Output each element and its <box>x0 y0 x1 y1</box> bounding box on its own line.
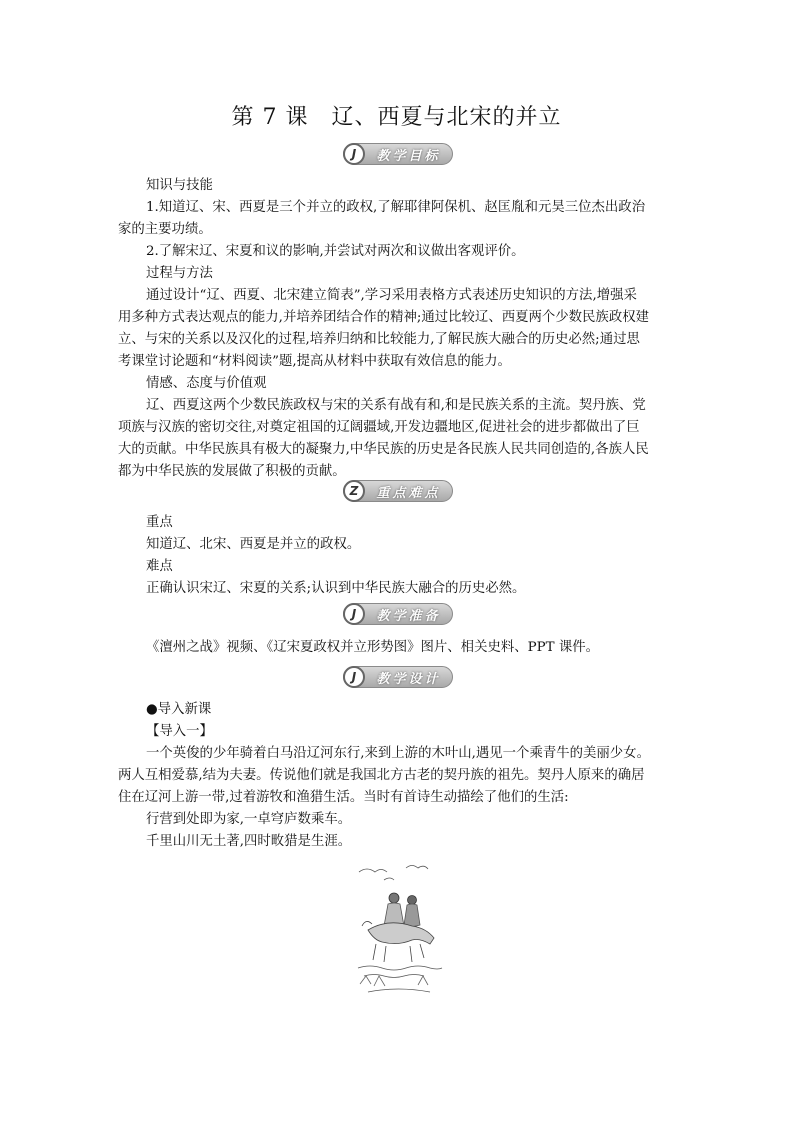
banner-letter-icon: J <box>343 666 365 688</box>
subheading-process: 过程与方法 <box>146 266 213 281</box>
page-title: 第 7 课 辽、西夏与北宋的并立 <box>231 105 562 130</box>
banner-label: 教学目标 <box>376 148 441 164</box>
paragraph-line: 1.知道辽、宋、西夏是三个并立的政权,了解耶律阿保机、赵匡胤和元昊三位杰出政治 <box>146 200 646 215</box>
paragraph-line: 都为中华民族的发展做了积极的贡献。 <box>118 464 346 479</box>
paragraph-line: 一个英俊的少年骑着白马沿辽河东行,来到上游的木叶山,遇见一个乘青牛的美丽少女。 <box>146 746 650 761</box>
subheading-key: 重点 <box>146 515 173 530</box>
paragraph-line: 项族与汉族的密切交往,对奠定祖国的辽阔疆域,开发边疆地区,促进社会的进步都做出了巨 <box>118 420 640 435</box>
paragraph-line: 《澶州之战》视频、《辽宋夏政权并立形势图》图片、相关史料、PPT 课件。 <box>146 640 600 655</box>
section-banner-design <box>343 666 453 688</box>
section-banner-goals <box>343 143 453 165</box>
khitan-ancestors-illustration <box>354 860 444 1000</box>
poem-line: 行营到处即为家,一卓穹庐数乘车。 <box>146 812 352 827</box>
paragraph-line: 住在辽河上游一带,过着游牧和渔猎生活。当时有首诗生动描绘了他们的生活: <box>118 790 569 805</box>
paragraph-line: 家的主要功绩。 <box>118 222 212 237</box>
subheading-values: 情感、态度与价值观 <box>146 376 267 391</box>
subheading-difficult: 难点 <box>146 559 173 574</box>
section-banner-preparation <box>343 603 453 625</box>
paragraph-line: 2.了解宋辽、宋夏和议的影响,并尝试对两次和议做出客观评价。 <box>146 244 525 259</box>
banner-letter-icon: J <box>343 143 365 165</box>
paragraph-line: 正确认识宋辽、宋夏的关系;认识到中华民族大融合的历史必然。 <box>146 581 526 596</box>
paragraph-line: 考课堂讨论题和“材料阅读”题,提高从材料中获取有效信息的能力。 <box>118 354 511 369</box>
subheading-intro-one: 【导入一】 <box>146 724 213 739</box>
paragraph-line: 大的贡献。中华民族具有极大的凝聚力,中华民族的历史是各民族人民共同创造的,各族人民 <box>118 442 649 457</box>
subheading-intro: ●导入新课 <box>146 702 212 717</box>
banner-label: 教学准备 <box>376 608 441 624</box>
paragraph-line: 立、与宋的关系以及汉化的过程,培养归纳和比较能力,了解民族大融合的历史必然;通过思 <box>118 332 640 347</box>
paragraph-line: 两人互相爱慕,结为夫妻。传说他们就是我国北方古老的契丹族的祖先。契丹人原来的确居 <box>118 768 645 783</box>
poem-line: 千里山川无土著,四时畋猎是生涯。 <box>146 834 352 849</box>
subheading-knowledge: 知识与技能 <box>146 178 213 193</box>
paragraph-line: 辽、西夏这两个少数民族政权与宋的关系有战有和,和是民族关系的主流。契丹族、党 <box>146 398 646 413</box>
paragraph-line: 通过设计“辽、西夏、北宋建立简表”,学习采用表格方式表述历史知识的方法,增强采 <box>146 288 637 303</box>
banner-letter-icon: Z <box>343 480 365 502</box>
banner-label: 重点难点 <box>376 485 441 501</box>
banner-label: 教学设计 <box>376 671 441 687</box>
paragraph-line: 用多种方式表达观点的能力,并培养团结合作的精神;通过比较辽、西夏两个少数民族政权建 <box>118 310 649 325</box>
paragraph-line: 知道辽、北宋、西夏是并立的政权。 <box>146 537 361 552</box>
banner-letter-icon: J <box>343 603 365 625</box>
section-banner-key-points <box>343 480 453 502</box>
